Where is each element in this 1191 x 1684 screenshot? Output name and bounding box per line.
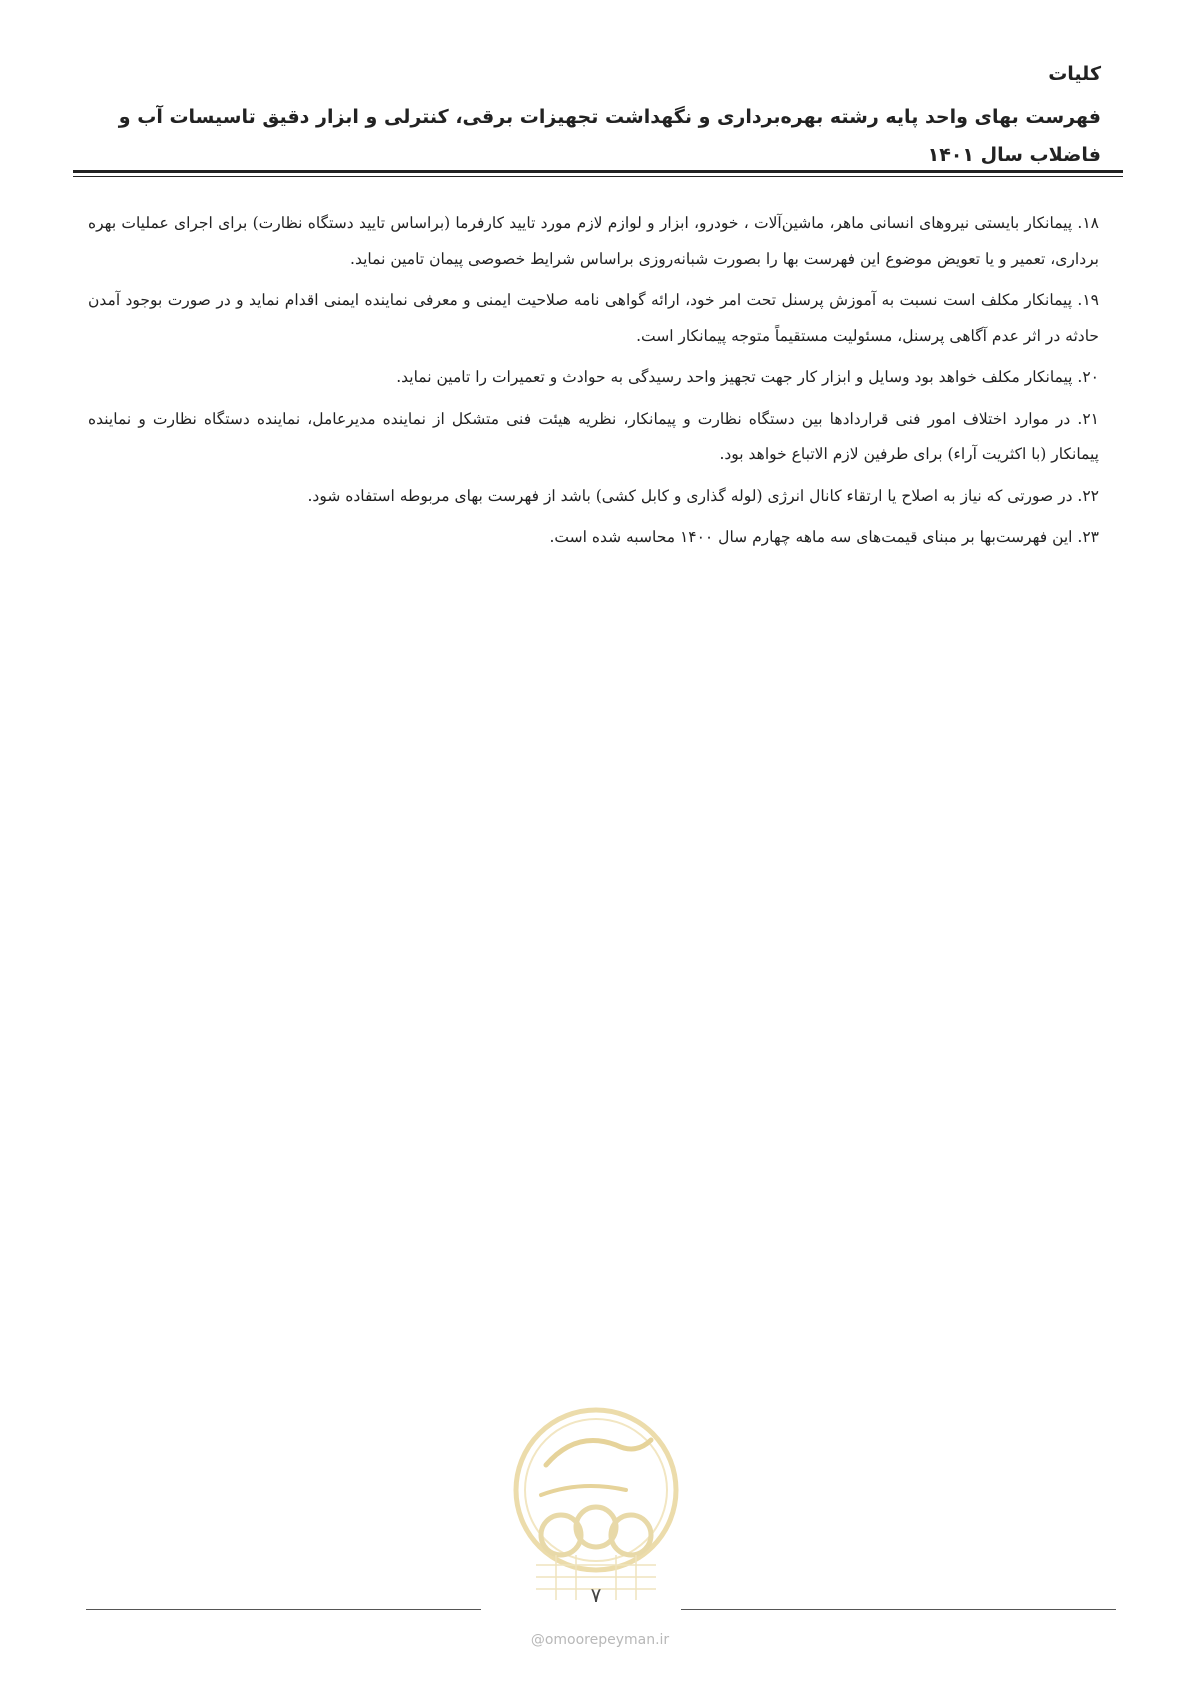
footer-rule-right [681, 1609, 1116, 1610]
header-rule-thin [73, 176, 1123, 177]
clause-20: ۲۰. پیمانکار مکلف خواهد بود وسایل و ابزار کار جهت تجهیز واحد رسیدگی به حوادث و تعمیرات را تامین نماید. [396, 368, 1099, 386]
watermark-logo-icon [506, 1395, 686, 1615]
page-header [90, 54, 1101, 174]
document-title: فهرست بهای واحد پایه رشته بهره‌برداری و نگهداشت تجهیزات برقی، کنترلی و ابزار دقیق تاسیسات آب و فاضلاب سال ۱۴۰۱ [118, 106, 1101, 166]
header-rule-thick [73, 170, 1123, 173]
clause-23: ۲۳. این فهرست‌بها بر مبنای قیمت‌های سه ماهه چهارم سال ۱۴۰۰ محاسبه شده است. [549, 528, 1099, 546]
section-title: کلیات [1048, 63, 1101, 85]
clause-21: ۲۱. در موارد اختلاف امور فنی قراردادها بین دستگاه نظارت و پیمانکار، نظریه هیئت فنی متشکل از نماینده مدیرعامل، نماینده دستگاه نظارت و نماینده پیمانکار (با اکثریت آراء) برای طرفین لازم الاتباع خواهد بود. [88, 409, 1099, 463]
clause-19: ۱۹. پیمانکار مکلف است نسبت به آموزش پرسنل تحت امر خود، ارائه گواهی نامه صلاحیت ایمنی و معرفی نماینده ایمنی اقدام نماید و در صورت بوجود آمدن حادثه در اثر عدم آگاهی پرسنل، مسئولیت مستقیماً متوجه پیمانکار است. [88, 291, 1099, 345]
clauses-list [88, 206, 1099, 562]
page-number: ۷ [590, 1583, 602, 1607]
watermark-url: @omoorepeyman.ir [530, 1632, 670, 1648]
clause-18: ۱۸. پیمانکار بایستی نیروهای انسانی ماهر، ماشین‌آلات ، خودرو، ابزار و لوازم لازم مورد تایید کارفرما (براساس تایید دستگاه نظارت) برای اجرای عملیات بهره برداری، تعمیر و یا تعویض موضوع این فهرست بها را بصورت شبانه‌روزی براساس شرایط خصوصی پیمان تامین نماید. [88, 214, 1099, 268]
footer-rule-left [86, 1609, 481, 1610]
clause-22: ۲۲. در صورتی که نیاز به اصلاح یا ارتقاء کانال انرژی (لوله گذاری و کابل کشی) باشد از فهرست بهای مربوطه استفاده شود. [307, 486, 1099, 505]
